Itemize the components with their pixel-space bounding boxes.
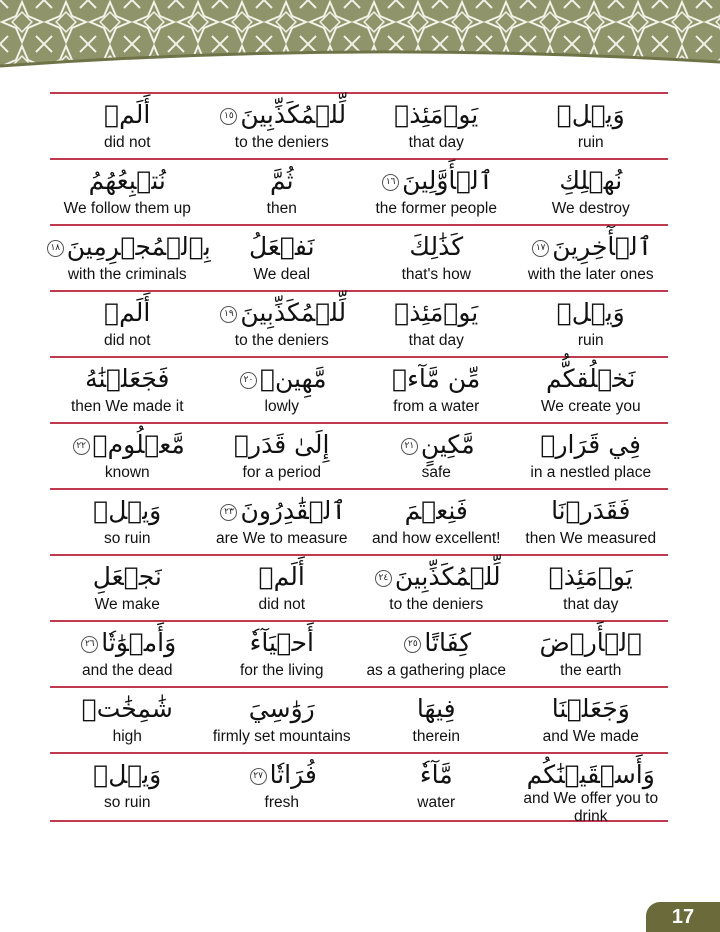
english-meaning: and We made: [542, 728, 639, 745]
word-cell: [50, 358, 205, 422]
arabic-word: ثُمَّ: [269, 166, 294, 195]
arabic-word: ٱلۡأَوَّلِينَ١٦: [379, 166, 493, 200]
arabic-word: مَّهِينٖ٢٠: [237, 364, 327, 398]
word-cell: [359, 688, 514, 752]
english-meaning: that day: [563, 596, 619, 613]
arabic-word: وَجَعَلۡنَا: [551, 694, 630, 723]
verse-number-marker: ٢٦: [81, 636, 98, 653]
decorative-header-banner: [0, 0, 720, 80]
word-cell: [514, 424, 669, 488]
arabic-word: وَأَمۡوَٰتٗا٢٦: [78, 628, 176, 662]
arabic-word: كَذَٰلِكَ: [409, 232, 464, 261]
page-number: 17: [646, 902, 720, 932]
english-meaning: the former people: [375, 200, 497, 217]
english-meaning: to the deniers: [389, 596, 484, 613]
english-meaning: safe: [421, 464, 451, 481]
word-cell: [359, 424, 514, 488]
verse-number-marker: ٢٥: [404, 636, 421, 653]
arabic-word: وَيۡلٞ: [556, 100, 625, 129]
word-cell: [50, 754, 205, 820]
table-row: [50, 488, 668, 554]
english-meaning: then: [266, 200, 297, 217]
verse-number-marker: ٢٤: [375, 570, 392, 587]
english-meaning: with the criminals: [67, 266, 187, 283]
verse-number-marker: ٢٣: [220, 504, 237, 521]
english-meaning: that day: [408, 332, 464, 349]
word-cell: [514, 160, 669, 224]
english-meaning: known: [104, 464, 150, 481]
word-cell: [514, 358, 669, 422]
table-row: [50, 686, 668, 752]
arabic-word: كِفَاتًا٢٥: [401, 628, 471, 662]
verse-number-marker: ١٨: [47, 240, 64, 257]
arabic-word: يَوۡمَئِذٖ: [394, 100, 479, 129]
english-meaning: for a period: [242, 464, 321, 481]
word-cell: [514, 622, 669, 686]
english-meaning: firmly set mountains: [212, 728, 351, 745]
vocabulary-table: [50, 92, 668, 825]
table-row: [50, 158, 668, 224]
arabic-word: أَلَمۡ: [104, 298, 151, 327]
word-cell: [359, 490, 514, 554]
arabic-word: لِّلۡمُكَذِّبِينَ١٥: [217, 100, 346, 134]
arabic-word: رَوَٰسِيَ: [248, 694, 315, 723]
english-meaning: the earth: [560, 662, 622, 679]
arabic-word: مِّن مَّآءٖ: [392, 364, 481, 393]
word-cell: [50, 490, 205, 554]
word-cell: [50, 226, 211, 290]
english-meaning: as a gathering place: [366, 662, 507, 679]
verse-number-marker: ١٧: [532, 240, 549, 257]
arabic-word: لِّلۡمُكَذِّبِينَ١٩: [217, 298, 346, 332]
word-cell: [359, 622, 514, 686]
arabic-word: مَّعۡلُومٖ٢٢: [70, 430, 185, 464]
word-cell: [205, 490, 360, 554]
word-cell: [514, 94, 669, 158]
word-cell: [205, 556, 360, 620]
word-cell: [50, 424, 205, 488]
word-cell: [50, 160, 205, 224]
english-meaning: so ruin: [103, 794, 151, 811]
arabic-word: وَيۡلٞ: [93, 496, 162, 525]
word-cell: [359, 160, 514, 224]
english-meaning: We deal: [253, 266, 311, 283]
word-cell: [359, 556, 514, 620]
arabic-word: مَّكِينٍ٢١: [398, 430, 475, 464]
verse-number-marker: ١٩: [220, 306, 237, 323]
arabic-word: يَوۡمَئِذٖ: [548, 562, 633, 591]
english-meaning: and We offer you to drink: [523, 790, 659, 825]
arabic-word: أَلَمۡ: [258, 562, 305, 591]
arabic-word: نُهۡلِكِ: [559, 166, 623, 195]
english-meaning: We destroy: [551, 200, 630, 217]
english-meaning: then We made it: [70, 398, 184, 415]
word-cell: [205, 622, 360, 686]
arabic-word: فَقَدَرۡنَا: [551, 496, 631, 525]
arabic-word: ٱلۡأٓخِرِينَ١٧: [529, 232, 652, 266]
word-cell: [205, 358, 360, 422]
word-cell: [50, 622, 205, 686]
arabic-word: وَأَسۡقَيۡنَٰكُم: [526, 760, 655, 789]
arabic-word: بِٱلۡمُجۡرِمِينَ١٨: [44, 232, 211, 266]
word-cell: [205, 424, 360, 488]
verse-number-marker: ٢٧: [250, 768, 267, 785]
word-cell: [205, 688, 360, 752]
arabic-word: نَفۡعَلُ: [248, 232, 315, 261]
arabic-word: أَحۡيَآءٗ: [249, 628, 314, 657]
word-cell: [359, 226, 514, 290]
table-row: [50, 554, 668, 620]
word-cell: [514, 754, 669, 825]
word-cell: [359, 754, 514, 820]
arabic-word: فَجَعَلۡنَٰهُ: [85, 364, 170, 393]
word-cell: [205, 226, 360, 290]
table-row: [50, 620, 668, 686]
english-meaning: are We to measure: [215, 530, 348, 547]
english-meaning: We follow them up: [63, 200, 191, 217]
word-cell: [50, 292, 205, 356]
word-cell: [50, 556, 205, 620]
arabic-word: فَنِعۡمَ: [404, 496, 468, 525]
english-meaning: water: [417, 794, 456, 811]
english-meaning: and the dead: [81, 662, 173, 679]
english-meaning: We create you: [540, 398, 641, 415]
english-meaning: to the deniers: [234, 134, 329, 151]
arabic-word: فُرَاتٗا٢٧: [247, 760, 317, 794]
arabic-word: إِلَىٰ قَدَرٖ: [234, 430, 330, 459]
arabic-word: ٱلۡأَرۡضَ: [539, 628, 643, 657]
english-meaning: so ruin: [103, 530, 151, 547]
table-row: [50, 290, 668, 356]
table-row: [50, 92, 668, 158]
arabic-word: يَوۡمَئِذٖ: [394, 298, 479, 327]
english-meaning: lowly: [264, 398, 299, 415]
arabic-word: نُتۡبِعُهُمُ: [88, 166, 166, 195]
arabic-word: وَيۡلٞ: [93, 760, 162, 789]
verse-number-marker: ١٦: [382, 174, 399, 191]
word-cell: [205, 754, 360, 820]
arabic-word: فِيهَا: [416, 694, 456, 723]
english-meaning: for the living: [239, 662, 324, 679]
english-meaning: then We measured: [525, 530, 657, 547]
verse-number-marker: ١٥: [220, 108, 237, 125]
english-meaning: fresh: [264, 794, 299, 811]
english-meaning: that's how: [401, 266, 471, 283]
arabic-word: شَٰمِخَٰتٖ: [81, 694, 173, 723]
arabic-word: نَجۡعَلِ: [92, 562, 162, 591]
verse-number-marker: ٢٢: [73, 438, 90, 455]
english-meaning: with the later ones: [527, 266, 654, 283]
english-meaning: that day: [408, 134, 464, 151]
word-cell: [359, 358, 514, 422]
table-row: [50, 422, 668, 488]
word-cell: [205, 292, 360, 356]
table-row: [50, 224, 668, 290]
word-cell: [514, 556, 669, 620]
arabic-word: ٱلۡقَٰدِرُونَ٢٣: [217, 496, 346, 530]
english-meaning: ruin: [577, 134, 604, 151]
english-meaning: in a nestled place: [530, 464, 652, 481]
word-cell: [514, 688, 669, 752]
english-meaning: did not: [103, 332, 151, 349]
english-meaning: therein: [412, 728, 460, 745]
word-cell: [205, 160, 360, 224]
english-meaning: to the deniers: [234, 332, 329, 349]
verse-number-marker: ٢٠: [240, 372, 257, 389]
arabic-word: وَيۡلٞ: [556, 298, 625, 327]
table-row: [50, 356, 668, 422]
word-cell: [359, 292, 514, 356]
verse-number-marker: ٢١: [401, 438, 418, 455]
arabic-word: أَلَمۡ: [104, 100, 151, 129]
english-meaning: high: [112, 728, 142, 745]
word-cell: [359, 94, 514, 158]
word-cell: [514, 490, 669, 554]
arabic-word: نَخۡلُقكُّم: [546, 364, 636, 393]
english-meaning: from a water: [393, 398, 480, 415]
english-meaning: did not: [103, 134, 151, 151]
english-meaning: ruin: [577, 332, 604, 349]
english-meaning: and how excellent!: [372, 530, 501, 547]
word-cell: [50, 94, 205, 158]
english-meaning: We make: [94, 596, 160, 613]
word-cell: [205, 94, 360, 158]
arabic-word: لِّلۡمُكَذِّبِينَ٢٤: [372, 562, 501, 596]
arabic-word: مَّآءٗ: [419, 760, 453, 789]
table-row: [50, 752, 668, 825]
arabic-word: فِي قَرَارٖ: [540, 430, 641, 459]
word-cell: [514, 292, 669, 356]
english-meaning: did not: [258, 596, 306, 613]
word-cell: [50, 688, 205, 752]
word-cell: [514, 226, 669, 290]
